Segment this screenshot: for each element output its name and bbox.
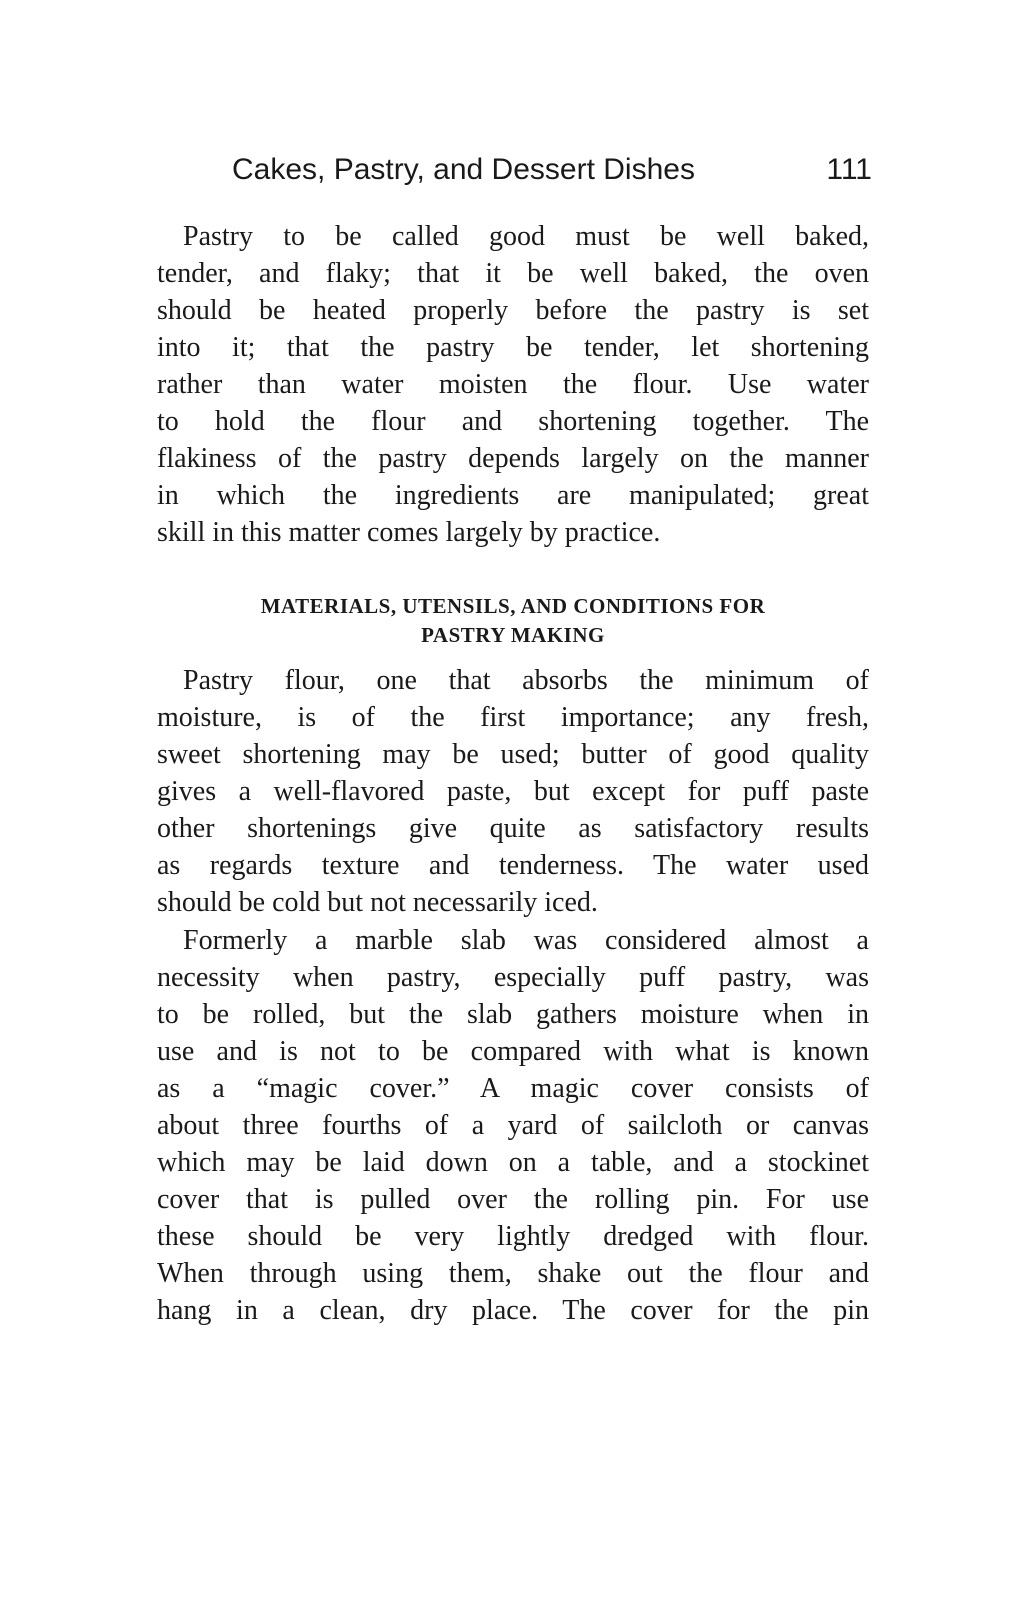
paragraph-pastry-flour — [157, 662, 869, 921]
text-line: as a “magic cover.” A magic cover consists of — [157, 1073, 869, 1104]
text-line: sweet shortening may be used; butter of good quality — [157, 739, 869, 770]
text-line: in which the ingredients are manipulated; great — [157, 480, 869, 511]
text-line: as regards texture and tenderness. The water used — [157, 850, 869, 881]
text-line: should be heated properly before the pastry is set — [157, 295, 869, 326]
text-line: tender, and flaky; that it be well baked, the oven — [157, 258, 869, 289]
paragraph-magic-cover — [157, 922, 869, 1329]
text-line: hang in a clean, dry place. The cover for the pin — [157, 1295, 869, 1326]
text-line: necessity when pastry, especially puff pastry, was — [157, 962, 869, 993]
text-line: other shortenings give quite as satisfactory results — [157, 813, 869, 844]
text-line: cover that is pulled over the rolling pin. For use — [157, 1184, 869, 1215]
text-line: Pastry flour, one that absorbs the minimum of — [183, 665, 869, 696]
text-line: rather than water moisten the flour. Use water — [157, 369, 869, 400]
text-line: to be rolled, but the slab gathers moisture when in — [157, 999, 869, 1030]
page-number: 111 — [826, 153, 872, 186]
chapter-title: Cakes, Pastry, and Dessert Dishes — [232, 153, 695, 186]
text-line: moisture, is of the first importance; any fresh, — [157, 702, 869, 733]
text-line: should be cold but not necessarily iced. — [157, 887, 598, 918]
text-line: about three fourths of a yard of sailcloth or canvas — [157, 1110, 869, 1141]
text-line: When through using them, shake out the flour and — [157, 1258, 869, 1289]
text-line: Formerly a marble slab was considered almost a — [183, 925, 869, 956]
section-heading-line: PASTRY MAKING — [421, 623, 605, 647]
text-line: gives a well-flavored paste, but except for puff paste — [157, 776, 869, 807]
running-head — [232, 148, 872, 192]
text-line: skill in this matter comes largely by practice. — [157, 517, 661, 548]
text-line: use and is not to be compared with what is known — [157, 1036, 869, 1067]
text-line: into it; that the pastry be tender, let shortening — [157, 332, 869, 363]
text-line: these should be very lightly dredged with flour. — [157, 1221, 869, 1252]
section-heading — [157, 592, 869, 650]
text-line: to hold the flour and shortening together. The — [157, 406, 869, 437]
text-line: flakiness of the pastry depends largely on the manner — [157, 443, 869, 474]
section-heading-line: MATERIALS, UTENSILS, AND CONDITIONS FOR — [260, 594, 766, 618]
text-line: Pastry to be called good must be well baked, — [183, 221, 869, 252]
paragraph-pastry-quality — [157, 218, 869, 551]
text-line: which may be laid down on a table, and a stockinet — [157, 1147, 869, 1178]
